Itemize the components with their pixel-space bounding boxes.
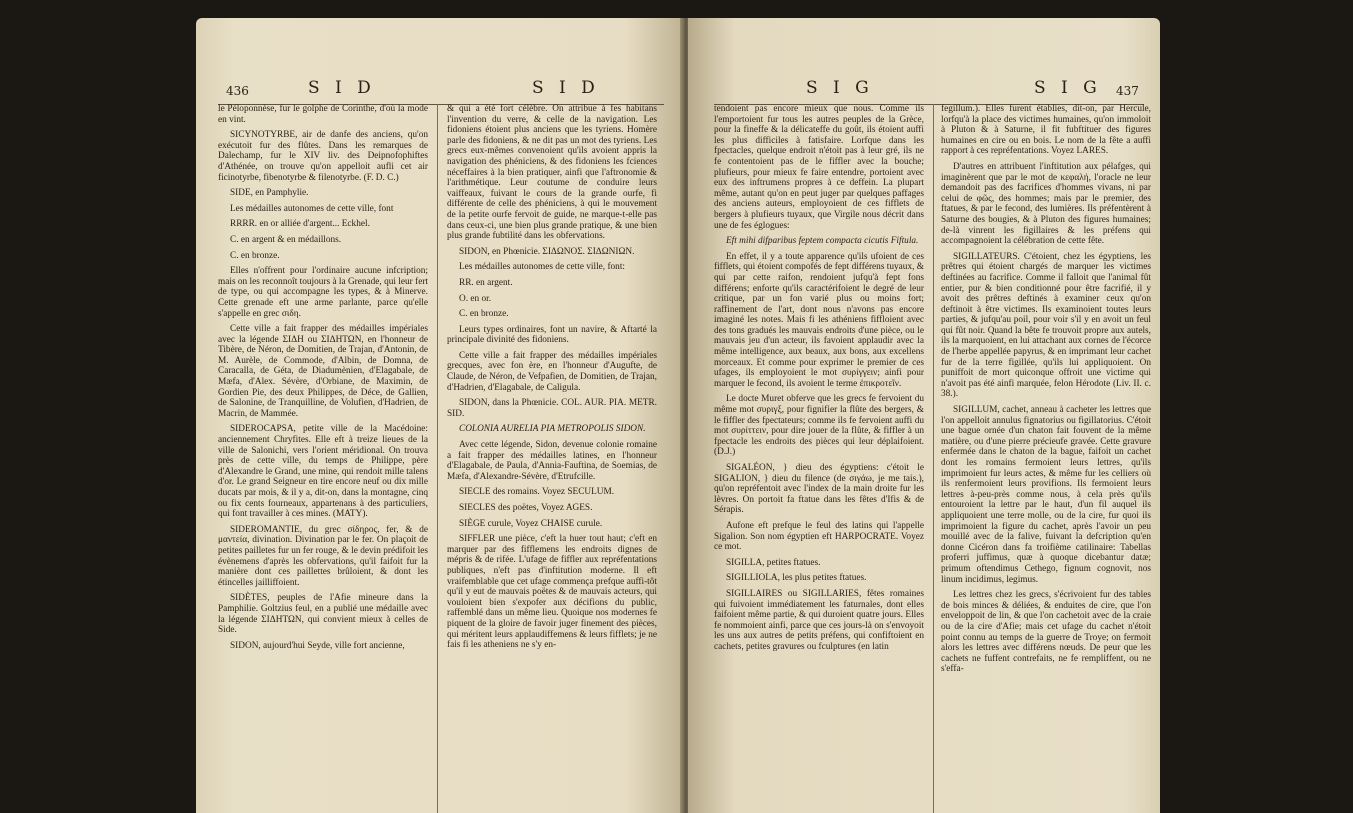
page-number: 437 xyxy=(1116,84,1139,98)
paragraph: Le docte Muret obferve que les grecs fe fervoient du même mot συριγξ, pour fignifier la flûte des bergers, & le fiffler des fpectateurs; comme ils fe fervoient auffi du mot συρίττειν, pour dire jouer de la flûte, & fiffler à un fpectacle les endroits des pièces qui leur déplaifoient. (D.J.) xyxy=(714,394,924,458)
paragraph: SIGILLAIRES ou SIGILLARIES, fêtes romaines qui fuivoient immédiatement les faturnales, dont elles faifoient même partie, & qui duroient quatre jours. Elles fe nommoient ainfi, parce que ces jours-là on s'envoyoit les uns aux autres de petits préfens, qui confiftoient en cachets, petites gravures ou fculptures (en latin xyxy=(714,588,924,652)
paragraph: Avec cette légende, Sidon, devenue colonie romaine a fait frapper des médailles latines, en l'honneur d'Elagabale, de Paula, d'Annia-Fauftina, de Soemias, de Mæfa, d'Alexandre-Sévère, d'Etrufcille. xyxy=(447,440,657,482)
paragraph: SIÈGE curule, Voyez CHAISE curule. xyxy=(459,518,603,529)
paragraph: COLONIA AURELIA PIA METROPOLIS SIDON. xyxy=(459,424,646,435)
paragraph: le Péloponnèse, fur le golphe de Corinthe, d'où la mode en vint. xyxy=(218,104,428,125)
paragraph: SIDON, aujourd'hui Seyde, ville fort ancienne, xyxy=(230,640,405,651)
running-head: S I D xyxy=(532,78,600,98)
page-number: 436 xyxy=(226,84,249,98)
paragraph: C. en bronze. xyxy=(459,309,509,320)
paragraph: SIECLES des poëtes, Voyez AGES. xyxy=(459,503,593,513)
paragraph: En effet, il y a toute apparence qu'ils ufoient de ces fifflets, qui étoient compofés de fept différens tuyaux, & qui par cette raifon, rendoient jufqu'à fept fons différens; enforte qu'ils caractérifoient le degré de leur critique, par un fon varié plus ou moins fort; raffinement de l'art, dont nous n'avons pas encore imaginé les notes. Mais fi les athéniens fiffloient avec des tons gradués les mauvais endroits d'une pièce, ou le mauvais jeu d'un acteur, ils favoient applaudir avec la même intelligence, aux beaux, aux bons, aux excellens morceaux. Et comme pour exprimer le premier de ces ufages, ils employoient le mot συρίγγειν; ainfi pour marquer le fecond, ils avoient le terme ἐπικροτεῖν. xyxy=(714,251,924,389)
text-column-2 xyxy=(447,104,657,656)
running-head: S I G xyxy=(1034,78,1102,98)
paragraph: SIGILLIOLA, les plus petites ftatues. xyxy=(726,573,867,584)
paragraph: SIGILLUM, cachet, anneau à cacheter les lettres que l'on appelloit annulus fignatorius ou figillatorius. C'étoit une bague ornée d'un chaton fait fouvent de la même matière, ou d'une pierre précieufe gravée. Cette gravure enfermée dans le chaton de la bague, faifoit un cachet dont les romains fermoient leurs lettres, qu'ils imprimoient fur leurs actes, & même fur les celliers où ils renfermoient leurs provifions. Ils fermoient leurs lettres à-peu-près comme nous, à cela près qu'ils entouroient la lettre par le haut, d'un fil auquel ils appliquoient une terre molle, ou de la cire, fur quoi ils imprimoient la figure du cachet, après l'avoir un peu mouillé avec de la falive, fuivant la defcription qu'en donne Cicéron dans fa troifième catilinaire: Tabellas proferri juffimus, quæ à quoque dicebantur datæ; primum oftendimus Cethego, fignum cognovit, nos linum incidimus, legimus. xyxy=(941,405,1151,585)
paragraph: Eft mihi difparibus feptem compacta cicutis Fiftula. xyxy=(726,236,919,247)
paragraph: RR. en argent. xyxy=(459,277,513,288)
paragraph: SIGILLATEURS. C'étoient, chez les égyptiens, les prêtres qui étoient chargés de marquer les victimes deftinées au facrifice. Comme il falloit que l'animal fût entier, pur & bien conditionné pour être facrifié, il y avoit des prêtres deftinés à examiner ceux qu'on deftinoit à être victimes. Ils examinoient toutes leurs parties, & jufqu'au poil, pour voir s'il y en avoit un feul qui fût noir. Quand la bête fe trouvoit propre aux autels, ils la marquoient, en lui attachant aux cornes de l'écorce de l'herbe appellée papyrus, & en imprimant leur cachet fur de la terre figillée, qu'ils lui appliquoient. On puniffoit de mort quiconque offroit une victime qui n'avoit pas été ainfi marquée, felon Hérodote (Liv. II. c. 38.). xyxy=(941,251,1151,400)
paragraph: SIDON, en Phœnicie. ΣΙΔΩΝΟΣ. ΣΙΔΩΝΙΩΝ. xyxy=(459,246,635,257)
paragraph: tendoient pas encore mieux que nous. Comme ils l'emportoient fur tous les autres peuples de la Grèce, pour la fineffe & la délicateffe du goût, ils étoient auffi les plus difficiles à fatisfaire. Lorfque dans les fpectacles, quelque endroit n'étoit pas à leur gré, ils ne fe contentoient pas de le fiffler avec la bouche; plufieurs, pour mieux fe faire entendre, portoient avec eux des inftrumens propres à ce deffein. La plupart même, autant qu'on en peut juger par quelques paffages des anciens auteurs, employoient de ces fifflets de bergers à plufieurs tuyaux, que Virgile nous décrit dans une de fes églogues: xyxy=(714,104,924,231)
column-rule xyxy=(933,104,934,813)
paragraph: SIDON, dans la Phœnicie. COL. AUR. PIA. METR. SID. xyxy=(447,398,657,419)
column-rule xyxy=(437,104,438,813)
paragraph: Elles n'offrent pour l'ordinaire aucune infcription; mais on les reconnoît toujours à la Grenade, qui leur fert de type, ou qui accompagne les types, & à Minerve. Cette grenade eft une arme parlante, parce qu'elle s'appelle en grec σιδη. xyxy=(218,266,428,319)
paragraph: SIECLE des romains. Voyez SECULUM. xyxy=(459,487,615,498)
paragraph: RRRR. en or alliée d'argent... Eckhel. xyxy=(230,219,370,230)
paragraph: Leurs types ordinaires, font un navire, & Aftarté la principale divinité des fidoniens. xyxy=(447,324,657,346)
paragraph: Cette ville a fait frapper des médailles impériales avec la légende ΣΙΔΗ ou ΣΙΔΗΤΩΝ, en l'honneur de Tibère, de Néron, de Domitien, de Trajan, d'Antonin, de M. Aurèle, de Commode, d'Albin, de Domna, de Caracalla, de Géta, de Diadumènien, d'Elagabale, de Mæfa, d'Alex. Sévère, d'Orbiane, de Maximin, de Gordien Pie, des deux Philippes, de Déce, de Gallien, de Salonine, de Tranquilline, de Volufien, d'Hadrien, de Macrin, de Mammée. xyxy=(218,324,428,419)
right-page-header xyxy=(688,76,1160,106)
paragraph: SIDEROCAPSA, petite ville de la Macédoine: anciennement Chryfites. Elle eft à treize lieues de la ville de Salonichi, vers l'orient méridional. On trouva près de cette ville, du temps de Philippe, père d'Alexandre le Grand, une mine, qui rendoit mille talens d'or. Le grand Seigneur en tire encore neuf ou dix mille ducats par mois, & il y a, dit-on, dans la montagne, cinq ou fix cents fourneaux, appartenans à des particuliers, qui font travailler à ces mines. (MATY). xyxy=(218,424,428,520)
paragraph: O. en or. xyxy=(459,293,492,304)
paragraph: SIGALÉON, } dieu des égyptiens: c'étoit le SIGALION, } dieu du filence (de σιγάω, je me tais.), qu'on repréfentoit avec l'index de la main droite fur les lèvres. On portoit fa ftatue dans les fêtes d'Ifis & de Sérapis. xyxy=(714,463,924,516)
paragraph: SICYNOTYRBE, air de danfe des anciens, qu'on exécutoit fur des flûtes. Dans les remarques de Dalechamp, fur le XIV liv. des Deipnofophiftes d'Athénée, on trouve qu'on appelloit aufli cet air ficinotyrbe, fibenotyrbe & filenotyrbe. (F. D. C.) xyxy=(218,130,428,183)
paragraph: Les médailles autonomes de cette ville, font: xyxy=(459,262,626,273)
paragraph: C. en bronze. xyxy=(230,250,280,261)
text-column-2 xyxy=(941,104,1151,680)
paragraph: Les lettres chez les grecs, s'écrivoient fur des tables de bois minces & déliées, & enduites de cire, que l'on enveloppoit de lin, & que l'on cachetoit avec de la craie ou de la cire d'Afie; mais cet ufage du cachet n'étoit point connu au temps de la guerre de Troye; on fermoit alors les lettres avec différens nœuds. De peur que les cachets ne fuffent contrefaits, ne fe rempliffent, ou ne s'effa- xyxy=(941,590,1151,675)
left-page-header xyxy=(196,76,684,106)
text-column-1 xyxy=(218,104,428,656)
left-page xyxy=(196,18,684,813)
paragraph: D'autres en attribuent l'inftitution aux pélafges, qui imaginèrent que par le mot de κεφαλή, l'oracle ne leur demandoit pas des facrifices d'hommes vivans, ni par celui de φῶς, des hommes; mais par le premier, des ftatues, & par le fecond, des lumières. Ils préfentèrent à Saturne des bougies, & à Pluton des figures humaines; de-là vinrent les figillaires & les préfens qui accompagnoient la célébration de cette fête. xyxy=(941,161,1151,247)
running-head: S I G xyxy=(806,78,874,98)
text-column-1 xyxy=(714,104,924,658)
paragraph: Les médailles autonomes de cette ville, font xyxy=(230,203,394,214)
paragraph: SIDÈTES, peuples de l'Afie mineure dans la Pamphilie. Goltzius feul, en a publié une médaille avec la légende ΣΙΔΗΤΩΝ, qui convient mieux à celles de Side. xyxy=(218,593,428,636)
paragraph: SIDEROMANTIE, du grec σίδηρος, fer, & de μαντεία, divination. Divination par le fer. On plaçoit de petites pailletes fur un fer rouge, & le devin prédifoit les évènemens d'après les obfervations, qu'il faifoit fur la manière dont ces paillettes brûloient, & dont les étincelles jailliffoient. xyxy=(218,524,428,588)
paragraph: C. en argent & en médaillons. xyxy=(230,234,342,245)
paragraph: SIFFLER une pièce, c'eft la huer tout haut; c'eft en marquer par des fifflemens les endroits dignes de mépris & de rifée. L'ufage de fiffler aux repréfentations publiques, n'eft pas d'inftitution moderne. Il eft vraifemblable que cet ufage commença prefque auffi-tôt qu'il y eut de mauvais poëtes & de mauvais acteurs, qui vouloient bien s'expofer aux décifions du public, raffemblé dans un même lieu. Quoique nos modernes fe piquent de la gloire de favoir juger finement des pièces, qui méritent leurs applaudiffemens & leurs fifflets; je ne fais fi les atheniens ne s'y en- xyxy=(447,534,657,651)
paragraph: Aufone eft prefque le feul des latins qui l'appelle Sigalion. Son nom égyptien eft HARPOCRATE. Voyez ce mot. xyxy=(714,520,924,553)
paragraph: & qui a été fort célèbre. On attribue à fes habitans l'invention du verre, & celle de la navigation. Les fidoniens étoient plus anciens que les tyriens. Homère parle des fidoniens, & ne dit pas un mot des tyriens. Les grecs eux-mêmes convenoient qu'ils avoient appris la navigation des phéniciens, & des fidoniens les fciences néceffaires à la bien pratiquer, ainfi que l'aftronomie & l'arithmétique. Leur coutume de conduire leurs vaiffeaux, fuivant le cours de la grande ourfe, fi différente de celle des phéniciens, à qui le mouvement de la petite ourfe fervoit de guide, ne marque-t-elle pas dans ceux-ci, une bien plus grande pratique, & une bien plus grande fubtilité dans les obfervations. xyxy=(447,104,657,242)
paragraph: fegillum.). Elles furent établies, dit-on, par Hercule, lorfqu'à la place des victimes humaines, qu'on immoloit à Pluton & à Saturne, il fit fubftituer des figures humaines en cire ou en bois. Le nom de la fête a auffi rapport à ces repréfentations. Voyez LARES. xyxy=(941,104,1151,157)
running-head: S I D xyxy=(308,78,376,98)
right-page xyxy=(688,18,1160,813)
paragraph: SIDE, en Pamphylie. xyxy=(230,188,309,199)
paragraph: SIGILLA, petites ftatues. xyxy=(726,557,821,568)
paragraph: Cette ville a fait frapper des médailles impériales grecques, avec fon ère, en l'honneur d'Augufte, de Claude, de Néron, de Vefpafien, de Domitien, de Trajan, d'Hadrien, d'Elagabale, de Caligula. xyxy=(447,350,657,393)
